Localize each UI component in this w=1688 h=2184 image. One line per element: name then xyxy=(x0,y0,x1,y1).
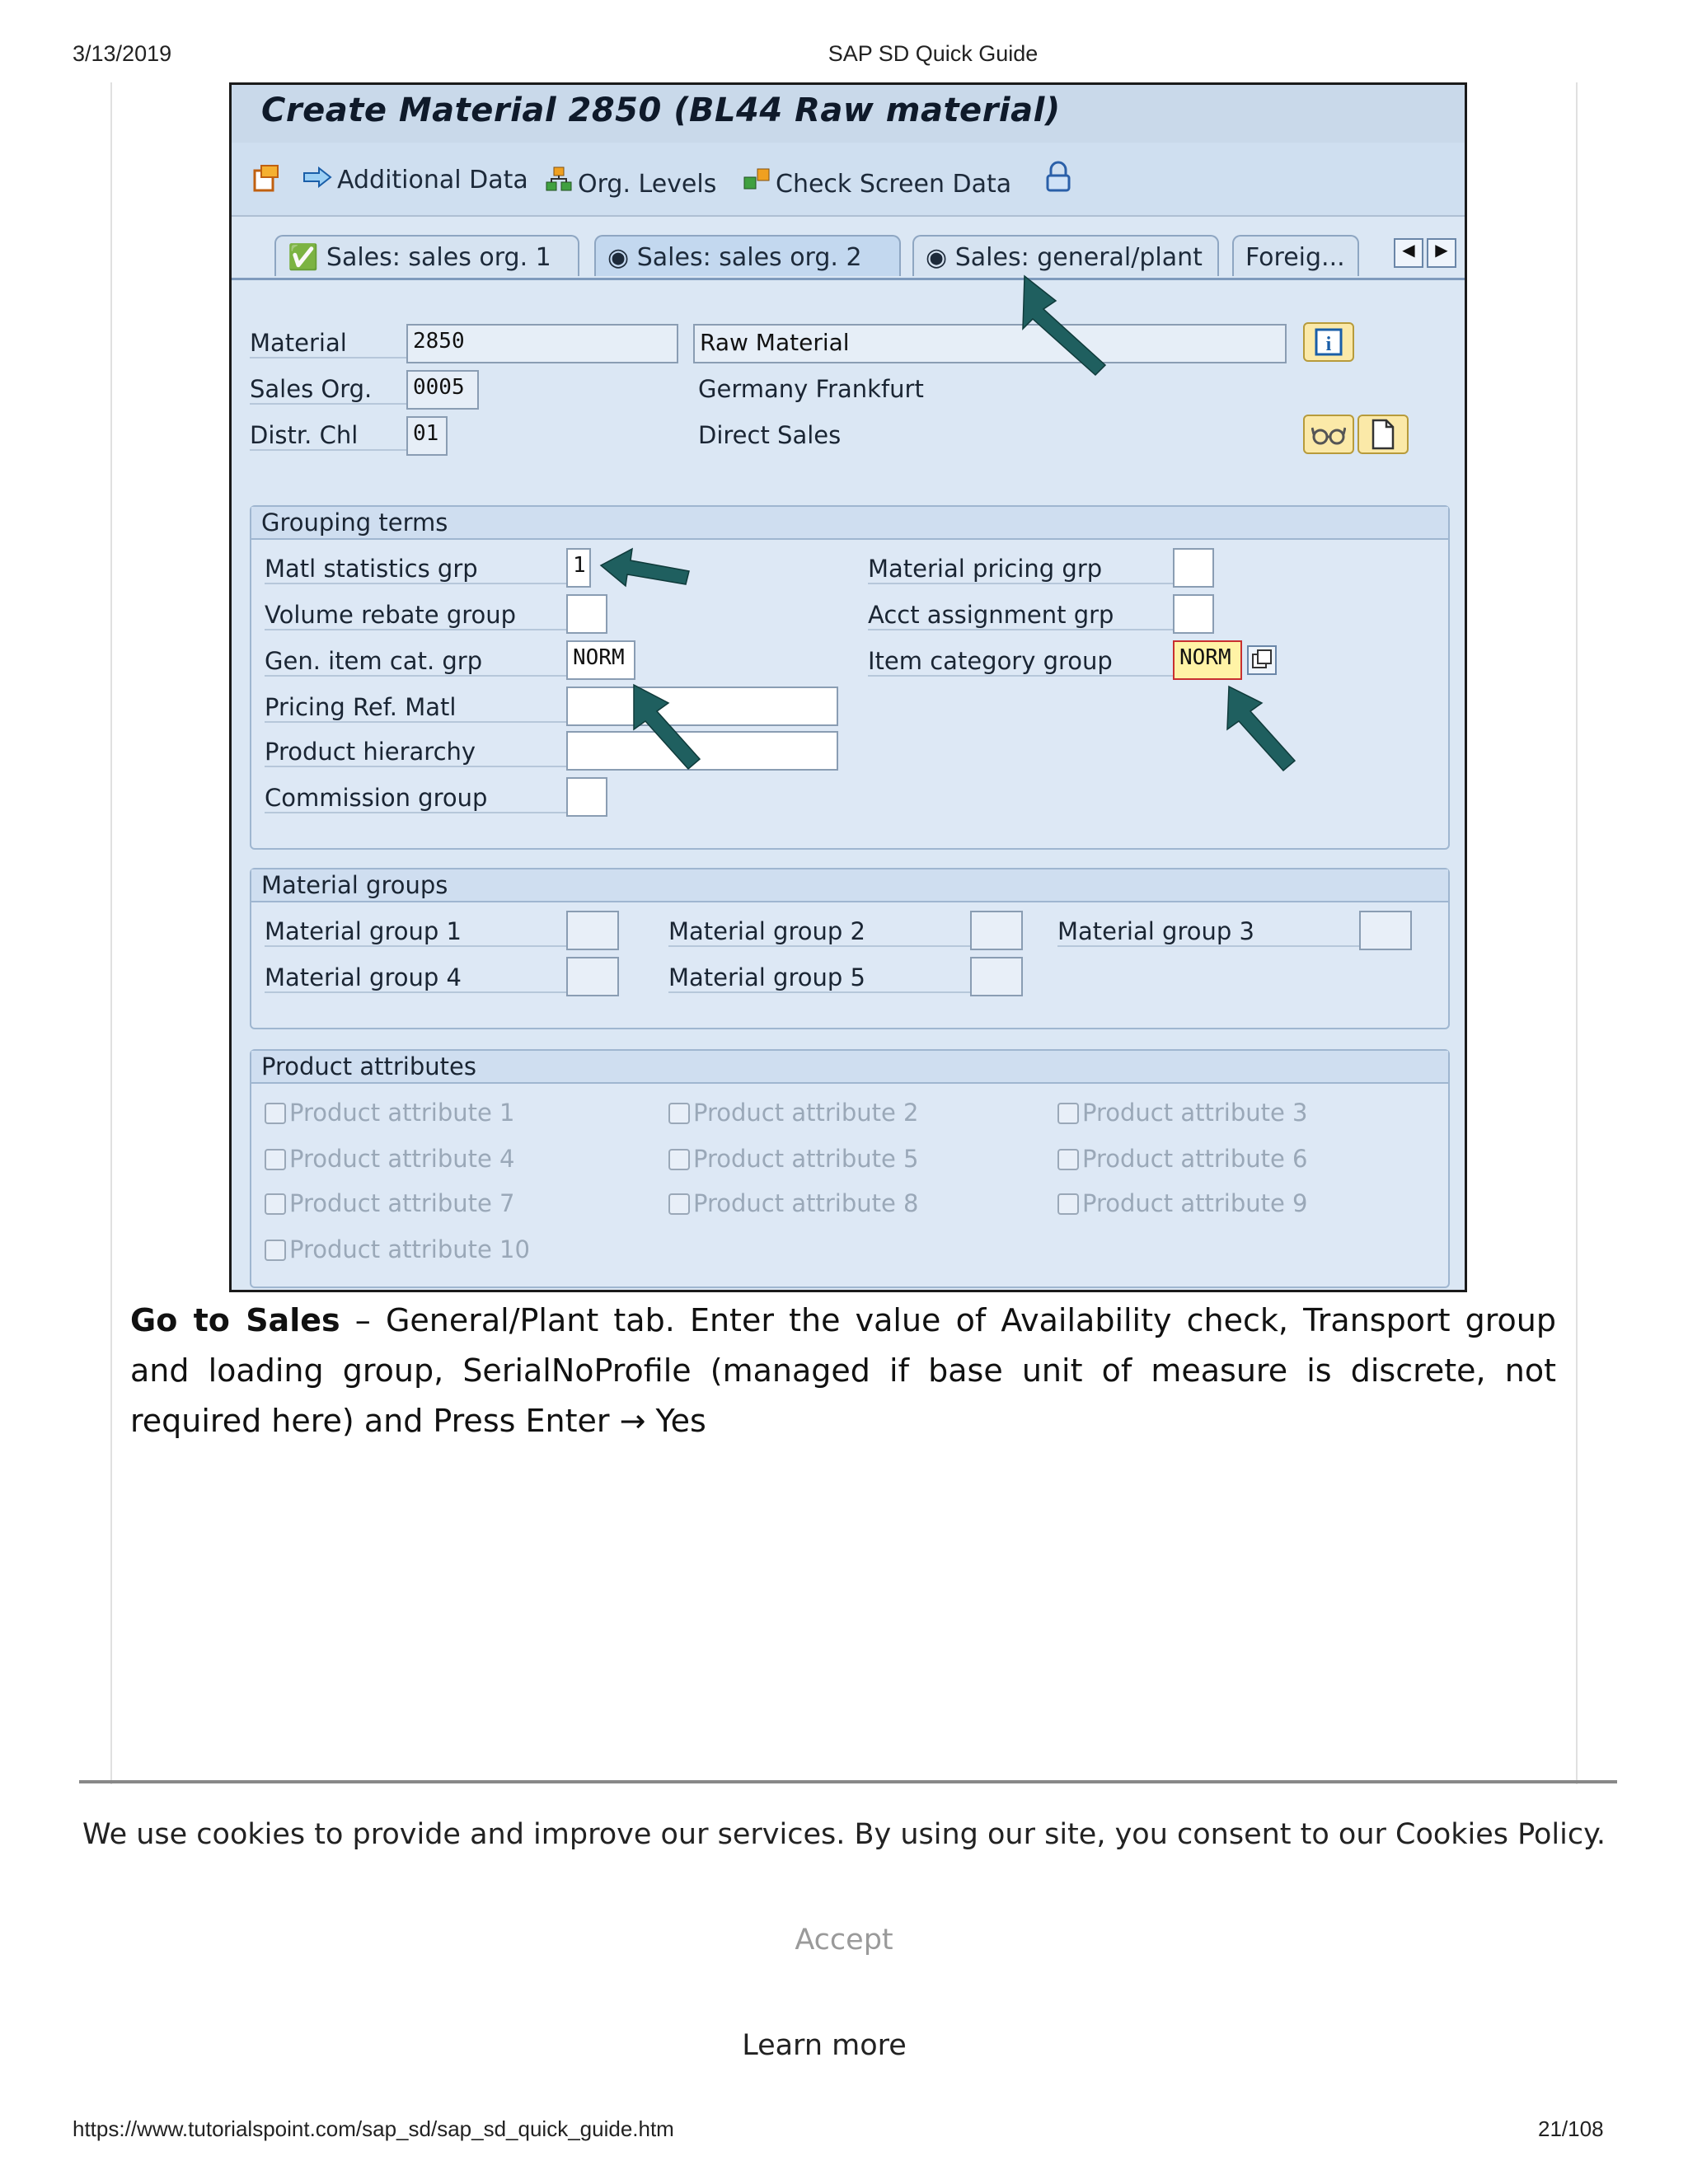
distr-chl-field[interactable]: 01 xyxy=(406,416,448,456)
org-levels-label: Org. Levels xyxy=(578,170,717,199)
instruction-paragraph xyxy=(130,1296,1556,1446)
annotation-arrows xyxy=(232,85,1467,1292)
content-border-right xyxy=(1576,82,1578,1784)
tab-sales-general-plant-label: Sales: general/plant xyxy=(954,243,1203,272)
status-ok-icon: ✅ xyxy=(288,243,319,272)
arrow-to-matl-statistics-field xyxy=(601,549,689,586)
matl-statistics-grp-label: Matl statistics grp xyxy=(265,555,573,584)
cookie-message: We use cookies to provide and improve our services. By using our site, you consent to our Cookies Policy. xyxy=(82,1818,1606,1851)
tab-sales-org-1-label: Sales: sales org. 1 xyxy=(326,243,551,272)
sap-window-title: Create Material 2850 (BL44 Raw material) xyxy=(261,91,1061,129)
distr-chl-label: Distr. Chl xyxy=(250,421,406,451)
print-date: 3/13/2019 xyxy=(73,41,172,66)
product-attribute-8-label: Product attribute 8 xyxy=(693,1189,919,1217)
product-attributes-title: Product attributes xyxy=(251,1051,1448,1084)
tab-foreign-trade-label: Foreig... xyxy=(1245,243,1345,272)
grouping-terms-title: Grouping terms xyxy=(251,507,1448,540)
learn-more-link[interactable]: Learn more xyxy=(742,2029,907,2062)
instruction-bold: Go to Sales xyxy=(130,1302,340,1338)
material-group-4-label: Material group 4 xyxy=(265,963,573,993)
instruction-text: – General/Plant tab. Enter the value of Availability check, Transport group and loading group, SerialNoProfile (managed if base unit of measure is discrete, not required here) and Press Enter → Yes xyxy=(130,1302,1556,1439)
material-group-3-label: Material group 3 xyxy=(1057,917,1366,947)
arrow-to-general-plant-tab xyxy=(1023,276,1105,375)
material-group-5-label: Material group 5 xyxy=(668,963,977,993)
check-screen-data-label: Check Screen Data xyxy=(776,170,1012,199)
sales-org-label: Sales Org. xyxy=(250,375,406,405)
commission-group-label: Commission group xyxy=(265,784,573,813)
pricing-ref-matl-label: Pricing Ref. Matl xyxy=(265,693,573,723)
page-number: 21/108 xyxy=(1538,2116,1604,2141)
tab-scroll-left-icon[interactable]: ◀ xyxy=(1394,238,1423,268)
product-hierarchy-label: Product hierarchy xyxy=(265,738,573,767)
volume-rebate-group-label: Volume rebate group xyxy=(265,601,573,630)
page-url: https://www.tutorialspoint.com/sap_sd/sap_sd_quick_guide.htm xyxy=(73,2116,674,2141)
material-field[interactable]: 2850 xyxy=(406,324,678,363)
material-group-2-label: Material group 2 xyxy=(668,917,977,947)
print-title: SAP SD Quick Guide xyxy=(828,41,1039,66)
item-category-group-label: Item category group xyxy=(868,647,1173,677)
tab-sales-org-2-label: Sales: sales org. 2 xyxy=(636,243,862,272)
arrow-to-item-category-field xyxy=(1227,687,1295,771)
content-border-left xyxy=(110,82,112,1784)
acct-assignment-grp-label: Acct assignment grp xyxy=(868,601,1173,630)
svg-text:i: i xyxy=(1325,334,1332,355)
material-label: Material xyxy=(250,329,406,359)
arrow-to-gen-item-cat-field xyxy=(634,685,700,769)
gen-item-cat-grp-field[interactable]: NORM xyxy=(566,640,635,680)
status-pending-icon: ◉ xyxy=(926,243,948,272)
product-attribute-7-label: Product attribute 7 xyxy=(289,1189,515,1217)
product-attribute-10-label: Product attribute 10 xyxy=(289,1235,530,1263)
cookie-banner-divider xyxy=(79,1780,1617,1783)
product-attribute-9-label: Product attribute 9 xyxy=(1082,1189,1308,1217)
sap-screenshot xyxy=(229,82,1467,1292)
material-group-1-label: Material group 1 xyxy=(265,917,573,947)
sales-org-description: Germany Frankfurt xyxy=(698,375,924,403)
material-groups-title: Material groups xyxy=(251,869,1448,902)
product-attribute-5-label: Product attribute 5 xyxy=(693,1145,919,1173)
status-pending-icon: ◉ xyxy=(607,243,630,272)
product-attribute-2-label: Product attribute 2 xyxy=(693,1099,919,1127)
distr-chl-description: Direct Sales xyxy=(698,421,842,449)
accept-cookies-button[interactable]: Accept xyxy=(795,1924,893,1957)
product-attribute-1-label: Product attribute 1 xyxy=(289,1099,515,1127)
material-description-field[interactable]: Raw Material xyxy=(693,324,1287,363)
matl-statistics-grp-field[interactable]: 1 xyxy=(566,548,591,588)
material-pricing-grp-label: Material pricing grp xyxy=(868,555,1173,584)
item-category-group-field[interactable]: NORM xyxy=(1173,640,1242,680)
product-attribute-3-label: Product attribute 3 xyxy=(1082,1099,1308,1127)
tab-scroll-right-icon[interactable]: ▶ xyxy=(1427,238,1456,268)
product-attribute-4-label: Product attribute 4 xyxy=(289,1145,515,1173)
gen-item-cat-grp-label: Gen. item cat. grp xyxy=(265,647,573,677)
additional-data-label: Additional Data xyxy=(337,166,528,194)
product-attribute-6-label: Product attribute 6 xyxy=(1082,1145,1308,1173)
sales-org-field[interactable]: 0005 xyxy=(406,370,479,410)
